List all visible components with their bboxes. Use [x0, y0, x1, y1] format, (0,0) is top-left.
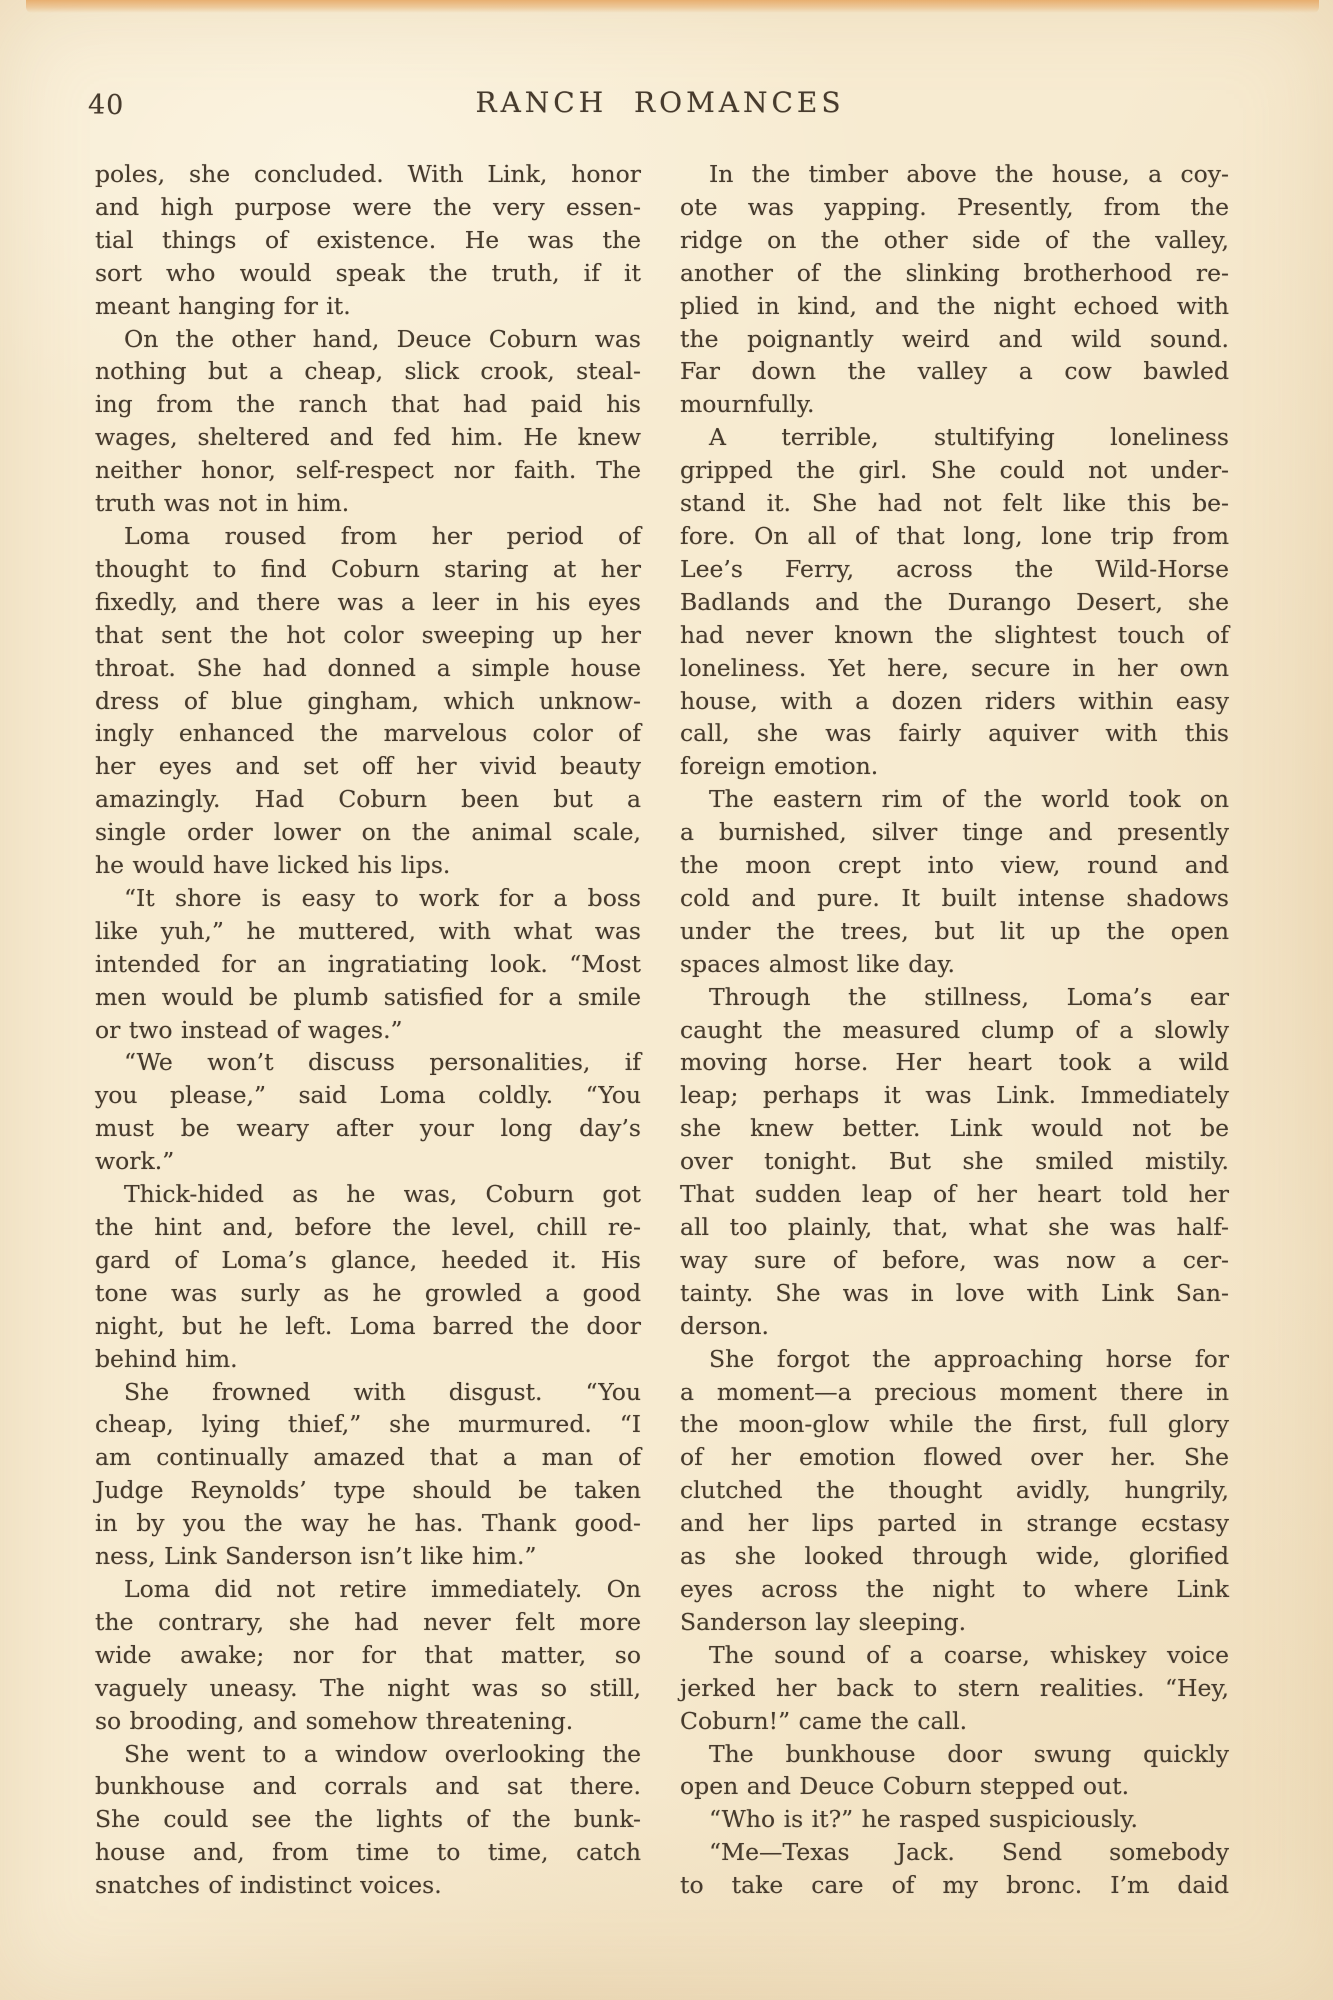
- text-line: wages, sheltered and fed him. He knew: [95, 423, 641, 452]
- text-line: caught the measured clump of a slowly: [680, 1015, 1229, 1044]
- text-line: bunkhouse and corrals and sat there.: [95, 1772, 641, 1801]
- text-line: the contrary, she had never felt more: [95, 1607, 641, 1636]
- text-line: tone was surly as he growled a good: [95, 1278, 641, 1307]
- text-line: Thick-hided as he was, Coburn got: [124, 1180, 641, 1209]
- text-line: men would be plumb satisfied for a smile: [95, 982, 641, 1011]
- text-line: loneliness. Yet here, secure in her own: [680, 653, 1229, 682]
- text-line: neither honor, self-respect nor faith. The: [95, 456, 641, 485]
- text-line: over tonight. But she smiled mistily.: [680, 1147, 1229, 1176]
- text-line: intended for an ingratiating look. “Most: [95, 949, 641, 978]
- text-line: the poignantly weird and wild sound.: [680, 324, 1229, 353]
- text-line: throat. She had donned a simple house: [95, 653, 641, 682]
- text-line: gard of Loma’s glance, heeded it. His: [95, 1245, 641, 1274]
- text-line: that sent the hot color sweeping up her: [95, 620, 641, 649]
- text-line: and high purpose were the very essen-: [95, 192, 641, 221]
- text-line: In the timber above the house, a coy-: [709, 160, 1229, 188]
- text-line: single order lower on the animal scale,: [95, 818, 641, 847]
- text-line: Through the stillness, Loma’s ear: [709, 982, 1229, 1011]
- text-line: foreign emotion.: [680, 752, 879, 781]
- text-line: cheap, lying thief,” she murmured. “I: [95, 1410, 641, 1439]
- text-line: house, with a dozen riders within easy: [680, 686, 1229, 715]
- text-line: and her lips parted in strange ecstasy: [680, 1509, 1229, 1538]
- running-head-title: RANCH ROMANCES: [475, 86, 845, 119]
- text-line: plied in kind, and the night echoed with: [680, 291, 1229, 320]
- text-line: “Who is it?” he rasped suspiciously.: [709, 1805, 1138, 1834]
- text-line: Loma roused from her period of: [124, 521, 641, 550]
- text-line: amazingly. Had Coburn been but a: [95, 785, 641, 814]
- text-line: poles, she concluded. With Link, honor: [95, 160, 641, 188]
- text-line: night, but he left. Loma barred the door: [95, 1311, 641, 1340]
- text-line: the moon-glow while the first, full glory: [680, 1410, 1229, 1439]
- text-line: work.”: [95, 1147, 175, 1176]
- text-line: ing from the ranch that had paid his: [95, 390, 641, 419]
- text-line: clutched the thought avidly, hungrily,: [680, 1476, 1229, 1505]
- text-line: must be weary after your long day’s: [95, 1114, 641, 1143]
- text-line: ness, Link Sanderson isn’t like him.”: [95, 1542, 537, 1571]
- text-line: gripped the girl. She could not under-: [680, 456, 1229, 485]
- text-line: another of the slinking brotherhood re-: [680, 258, 1229, 287]
- text-line: wide awake; nor for that matter, so: [95, 1640, 641, 1669]
- text-line: Judge Reynolds’ type should be taken: [95, 1476, 641, 1505]
- text-line: vaguely uneasy. The night was so still,: [95, 1673, 641, 1702]
- page-number: 40: [88, 90, 125, 121]
- text-line: tial things of existence. He was the: [95, 225, 641, 254]
- text-line: nothing but a cheap, slick crook, steal-: [95, 357, 641, 386]
- text-line: jerked her back to stern realities. “Hey,: [680, 1673, 1229, 1702]
- text-line: of her emotion flowed over her. She: [680, 1443, 1229, 1472]
- text-line: truth was not in him.: [95, 489, 350, 518]
- text-line: snatches of indistinct voices.: [95, 1871, 442, 1900]
- text-line: ote was yapping. Presently, from the: [680, 192, 1229, 221]
- text-line: Coburn!” came the call.: [680, 1706, 968, 1735]
- text-line: thought to find Coburn staring at her: [95, 554, 641, 583]
- text-line: like yuh,” he muttered, with what was: [95, 916, 641, 945]
- text-line: am continually amazed that a man of: [95, 1443, 641, 1472]
- text-line: fixedly, and there was a leer in his eyes: [95, 587, 641, 616]
- text-line: as she looked through wide, glorified: [680, 1542, 1229, 1571]
- text-line: stand it. She had not felt like this be-: [680, 489, 1229, 518]
- text-line: sort who would speak the truth, if it: [95, 258, 641, 287]
- text-line: way sure of before, was now a cer-: [680, 1245, 1229, 1274]
- text-line: call, she was fairly aquiver with this: [680, 719, 1229, 748]
- text-line: so brooding, and somehow threatening.: [95, 1706, 574, 1735]
- text-line: cold and pure. It built intense shadows: [680, 883, 1229, 912]
- text-line: to take care of my bronc. I’m daid: [680, 1871, 1229, 1900]
- text-line: The sound of a coarse, whiskey voice: [709, 1640, 1229, 1669]
- text-line: dress of blue gingham, which unknow-: [95, 686, 641, 715]
- text-line: On the other hand, Deuce Coburn was: [124, 324, 641, 353]
- text-line: She went to a window overlooking the: [124, 1739, 641, 1768]
- text-line: “It shore is easy to work for a boss: [124, 883, 641, 912]
- text-line: house and, from time to time, catch: [95, 1838, 641, 1867]
- text-line: Badlands and the Durango Desert, she: [680, 587, 1229, 616]
- text-line: She frowned with disgust. “You: [124, 1377, 641, 1406]
- text-line: ridge on the other side of the valley,: [680, 225, 1229, 254]
- text-line: She forgot the approaching horse for: [709, 1344, 1229, 1373]
- text-line: she knew better. Link would not be: [680, 1114, 1229, 1143]
- text-line: a moment—a precious moment there in: [680, 1377, 1229, 1406]
- text-line: open and Deuce Coburn stepped out.: [680, 1772, 1130, 1801]
- text-line: in by you the way he has. Thank good-: [95, 1509, 641, 1538]
- text-line: Loma did not retire immediately. On: [124, 1574, 641, 1603]
- text-line: fore. On all of that long, lone trip from: [680, 521, 1229, 550]
- text-column-right: [680, 158, 1229, 1902]
- text-line: the moon crept into view, round and: [680, 851, 1229, 880]
- text-line: “Me—Texas Jack. Send somebody: [709, 1838, 1229, 1867]
- text-line: Lee’s Ferry, across the Wild-Horse: [680, 554, 1229, 583]
- text-line: spaces almost like day.: [680, 949, 955, 978]
- text-line: or two instead of wages.”: [95, 1015, 403, 1044]
- text-line: The eastern rim of the world took on: [709, 785, 1229, 814]
- text-line: “We won’t discuss personalities, if: [124, 1048, 641, 1077]
- text-line: A terrible, stultifying loneliness: [709, 423, 1229, 452]
- text-line: behind him.: [95, 1344, 238, 1373]
- text-line: meant hanging for it.: [95, 291, 351, 320]
- text-line: The bunkhouse door swung quickly: [709, 1739, 1229, 1768]
- text-line: She could see the lights of the bunk-: [95, 1805, 641, 1834]
- text-line: leap; perhaps it was Link. Immediately: [680, 1081, 1229, 1110]
- text-line: you please,” said Loma coldly. “You: [95, 1081, 641, 1110]
- text-line: tainty. She was in love with Link San-: [680, 1278, 1229, 1307]
- page-top-edge: [26, 0, 1319, 13]
- text-line: a burnished, silver tinge and presently: [680, 818, 1229, 847]
- text-line: under the trees, but lit up the open: [680, 916, 1229, 945]
- text-line: ingly enhanced the marvelous color of: [95, 719, 641, 748]
- text-line: eyes across the night to where Link: [680, 1574, 1229, 1603]
- text-line: had never known the slightest touch of: [680, 620, 1229, 649]
- text-line: he would have licked his lips.: [95, 851, 451, 880]
- text-line: That sudden leap of her heart told her: [680, 1180, 1229, 1209]
- text-line: moving horse. Her heart took a wild: [680, 1048, 1229, 1077]
- text-line: mournfully.: [680, 390, 815, 419]
- text-line: Far down the valley a cow bawled: [680, 357, 1229, 386]
- text-line: derson.: [680, 1311, 769, 1340]
- text-line: Sanderson lay sleeping.: [680, 1607, 967, 1636]
- text-line: all too plainly, that, what she was half-: [680, 1213, 1229, 1241]
- text-line: her eyes and set off her vivid beauty: [95, 752, 641, 781]
- text-line: the hint and, before the level, chill re-: [95, 1213, 641, 1241]
- text-column-left: [95, 158, 641, 1902]
